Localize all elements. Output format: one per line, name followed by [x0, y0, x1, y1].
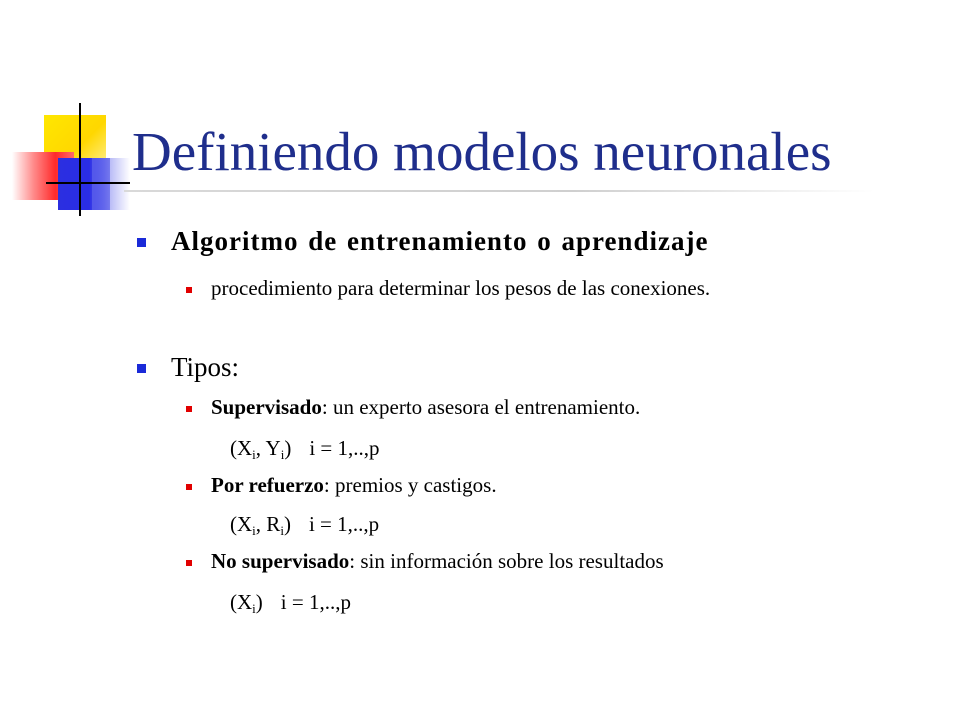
formula-supervised — [230, 436, 380, 461]
title-underline — [124, 190, 874, 192]
formula-subscript: i — [252, 447, 256, 462]
formula-range: i = 1,..,p — [308, 512, 380, 536]
algorithm-definition: procedimiento para determinar los pesos de las conexiones. — [211, 276, 711, 300]
bullet-level2-icon — [186, 484, 192, 490]
type-name: No supervisado — [211, 549, 350, 573]
logo-horizontal-line — [46, 182, 130, 184]
formula-part: ) — [255, 590, 263, 614]
bullet-level1-icon — [137, 238, 146, 247]
formula-part: (X — [230, 590, 253, 614]
heading-types: Tipos: — [171, 352, 240, 382]
heading-algorithm: Algoritmo de entrenamiento o aprendizaje — [171, 226, 709, 256]
formula-range: i = 1,..,p — [280, 590, 351, 614]
decorative-squares-logo — [0, 0, 140, 230]
formula-part: , R — [255, 512, 281, 536]
type-supervised — [211, 395, 640, 420]
bullet-level1-icon — [137, 364, 146, 373]
type-name: Supervisado — [211, 395, 322, 419]
slide-title: Definiendo modelos neuronales — [132, 121, 832, 182]
formula-part: ) — [284, 436, 292, 460]
formula-subscript: i — [280, 447, 285, 462]
formula-reinforcement — [230, 512, 379, 537]
formula-part: (X — [230, 436, 253, 460]
logo-vertical-line — [79, 103, 81, 216]
formula-subscript: i — [280, 523, 284, 538]
formula-range: i = 1,..,p — [309, 436, 380, 460]
type-description: : premios y castigos. — [323, 473, 497, 497]
formula-subscript: i — [252, 601, 256, 616]
formula-part: , Y — [255, 436, 281, 460]
formula-unsupervised — [230, 590, 351, 615]
bullet-level2-icon — [186, 287, 192, 293]
formula-part: (X — [230, 512, 253, 536]
blue-square-fade — [92, 158, 130, 210]
type-unsupervised — [211, 549, 664, 574]
type-reinforcement — [211, 473, 497, 498]
type-description: : un experto asesora el entrenamiento. — [321, 395, 641, 419]
formula-part: ) — [283, 512, 291, 536]
type-name: Por refuerzo — [211, 473, 324, 497]
type-description: : sin información sobre los resultados — [349, 549, 664, 573]
bullet-level2-icon — [186, 406, 192, 412]
formula-subscript: i — [252, 523, 256, 538]
bullet-level2-icon — [186, 560, 192, 566]
